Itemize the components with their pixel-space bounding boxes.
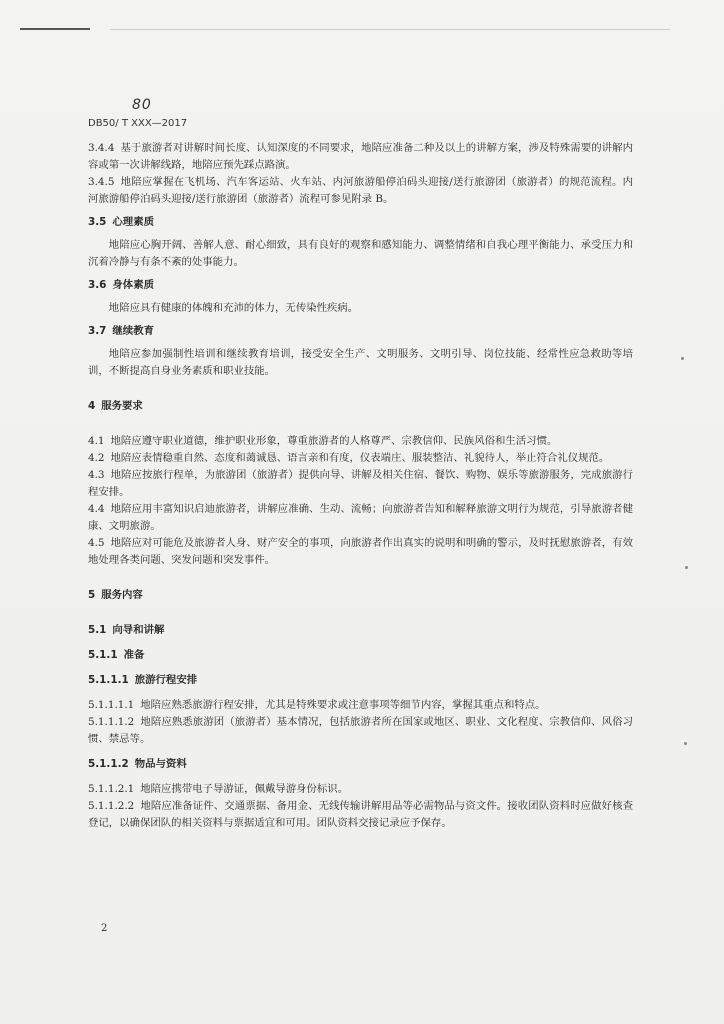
clause-4-3: 4.3 地陪应按旅行程单，为旅游团（旅游者）提供向导、讲解及相关住宿、餐饮、购物、娱乐等旅游服务，完成旅游行程安排。 xyxy=(88,469,633,498)
heading-5-1-1: 5.1.1 准备 xyxy=(88,649,145,661)
clause-4-1: 4.1 地陪应遵守职业道德，维护职业形象，尊重旅游者的人格尊严、宗教信仰、民族风俗和生活习惯。 xyxy=(88,435,558,447)
heading-3-6: 3.6 身体素质 xyxy=(88,279,154,291)
page-number: 2 xyxy=(101,923,108,934)
scan-artifact-line xyxy=(20,28,90,30)
clause-4-2: 4.2 地陪应表情稳重自然、态度和蔼诚恳、语言亲和有度，仪表端庄、服装整洁、礼貌待人，举止符合礼仪规范。 xyxy=(88,452,610,464)
heading-5-1-1-2: 5.1.1.2 物品与资料 xyxy=(88,758,187,770)
handwritten-mark: 80 xyxy=(132,97,152,113)
document-body xyxy=(88,140,633,832)
heading-5-1-1-1: 5.1.1.1 旅游行程安排 xyxy=(88,674,198,686)
clause-5-1-1-1-2: 5.1.1.1.2 地陪应熟悉旅游团（旅游者）基本情况，包括旅游者所在国家或地区、职业、文化程度、宗教信仰、风俗习惯、禁忌等。 xyxy=(88,716,633,745)
scan-artifact-line xyxy=(110,29,670,30)
clause-3-4-5: 3.4.5 地陪应掌握在飞机场、汽车客运站、火车站、内河旅游船停泊码头迎接/送行旅游团（旅游者）的规范流程。内河旅游船停泊码头迎接/送行旅游团（旅游者）流程可参见附录 B。 xyxy=(88,176,633,205)
heading-3-7: 3.7 继续教育 xyxy=(88,325,154,337)
clause-4-5: 4.5 地陪应对可能危及旅游者人身、财产安全的事项，向旅游者作出真实的说明和明确的警示，及时抚慰旅游者，有效地处理各类问题、突发问题和突发事件。 xyxy=(88,537,633,566)
scan-speck xyxy=(685,566,688,569)
clause-5-1-1-2-2: 5.1.1.2.2 地陪应准备证件、交通票据、备用金、无线传输讲解用品等必需物品与资文件。接收团队资料时应做好核查登记，以确保团队的相关资料与票据适宜和可用。团队资料交接记录应予保存。 xyxy=(88,800,633,829)
document-code: DB50/ T XXX—2017 xyxy=(88,118,188,129)
heading-5-1: 5.1 向导和讲解 xyxy=(88,624,165,636)
scan-speck xyxy=(681,357,684,360)
paragraph-3-7: 地陪应参加强制性培训和继续教育培训，接受安全生产、文明服务、文明引导、岗位技能、经常性应急救助等培训，不断提高自身业务素质和职业技能。 xyxy=(88,348,633,377)
heading-4: 4 服务要求 xyxy=(88,400,143,412)
scan-speck xyxy=(684,742,687,745)
heading-3-5: 3.5 心理素质 xyxy=(88,216,154,228)
clause-5-1-1-2-1: 5.1.1.2.1 地陪应携带电子导游证，佩戴导游身份标识。 xyxy=(88,783,349,795)
paragraph-3-6: 地陪应具有健康的体魄和充沛的体力，无传染性疾病。 xyxy=(108,302,359,314)
clause-3-4-4: 3.4.4 基于旅游者对讲解时间长度、认知深度的不同要求，地陪应准备二种及以上的讲解方案，涉及特殊需要的讲解内容或第一次讲解线路，地陪应预先踩点路演。 xyxy=(88,142,633,171)
paragraph-3-5: 地陪应心胸开阔、善解人意、耐心细致，具有良好的观察和感知能力、调整情绪和自我心理平衡能力、承受压力和沉着冷静与有条不紊的处事能力。 xyxy=(88,239,633,268)
clause-5-1-1-1-1: 5.1.1.1.1 地陪应熟悉旅游行程安排，尤其是特殊要求或注意事项等细节内容，掌握其重点和特点。 xyxy=(88,699,546,711)
heading-5: 5 服务内容 xyxy=(88,589,143,601)
clause-4-4: 4.4 地陪应用丰富知识启迪旅游者，讲解应准确、生动、流畅；向旅游者告知和解释旅游文明行为规范，引导旅游者健康、文明旅游。 xyxy=(88,503,633,532)
